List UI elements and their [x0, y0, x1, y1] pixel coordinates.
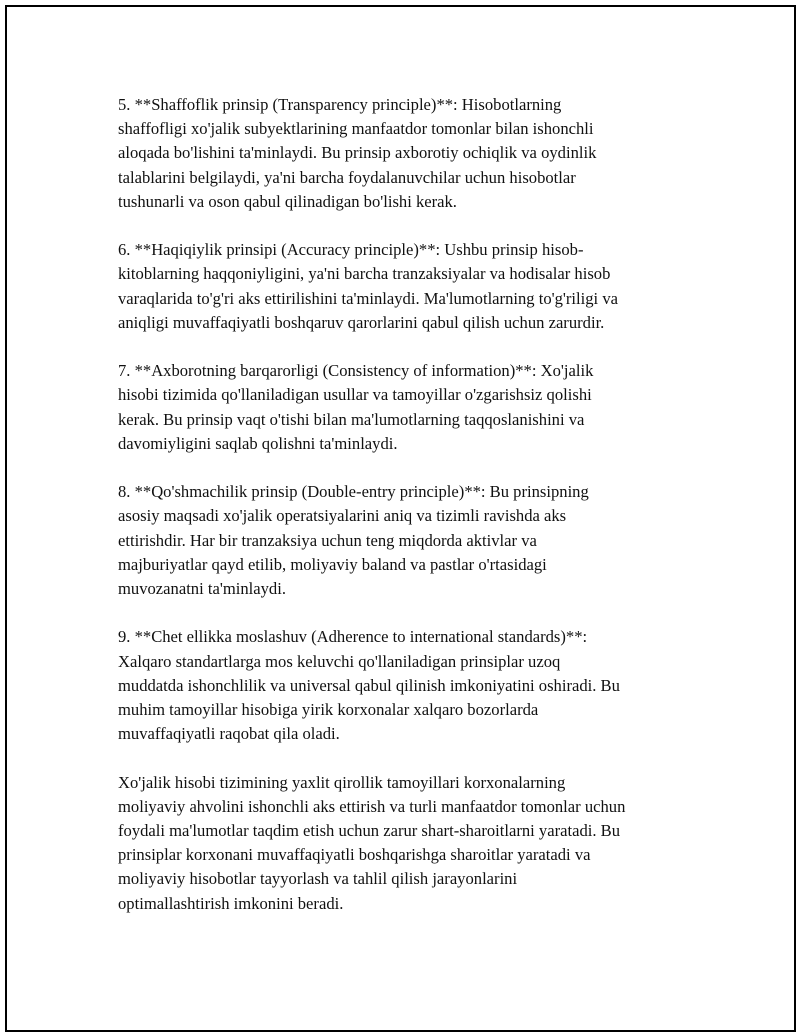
paragraph-double-entry-principle: 8. **Qo'shmachilik prinsip (Double-entry principle)**: Bu prinsipning asosiy maqsadi xo'jalik operatsiyalarini aniq va tizimli ravishda aks ettirishdir. Har bir tranzaksiya uchun teng miqdorda aktivlar va majburiyatlar qayd etilib, moliyaviy baland va pastlar o'rtasidagi muvozanatni ta'minlaydi.	[118, 482, 589, 599]
paragraph-international-standards: 9. **Chet ellikka moslashuv (Adherence to international standards)**: Xalqaro standartlarga mos keluvchi qo'llaniladigan prinsiplar uzoq muddatda ishonchlilik va universal qabul qilinish imkoniyatini oshiradi. Bu muhim tamoyillar hisobiga yirik korxonalar xalqaro bozorlarda muvaffaqiyatli raqobat qila oladi.	[118, 627, 620, 744]
paragraph-accuracy-principle: 6. **Haqiqiylik prinsipi (Accuracy principle)**: Ushbu prinsip hisob- kitoblarning haqqoniyligini, ya'ni barcha tranzaksiyalar va hodisalar hisob varaqlarida to'g'ri aks ettirilishini ta'minlaydi. Ma'lumotlarning to'g'riligi va aniqligi muvaffaqiyatli boshqaruv qarorlarini qabul qilish uchun zarurdir.	[118, 240, 618, 332]
paragraph-conclusion: Xo'jalik hisobi tizimining yaxlit qirollik tamoyillari korxonalarning moliyaviy ahvolini ishonchli aks ettirish va turli manfaatdor tomonlar uchun foydali ma'lumotlar taqdim etish uchun zarur shart-sharoitlarni yaratadi. Bu prinsiplar korxonani muvaffaqiyatli boshqarishga sharoitlar yaratadi va moliyaviy hisobotlar tayyorlash va tahlil qilish jarayonlarini optimallashtirish imkonini beradi.	[118, 772, 626, 913]
paragraph-transparency-principle: 5. **Shaffoflik prinsip (Transparency principle)**: Hisobotlarning shaffofligi xo'jalik subyektlarining manfaatdor tomonlar bilan ishonchli aloqada bo'lishini ta'minlaydi. Bu prinsip axborotiy ochiqlik va oydinlik talablarini belgilaydi, ya'ni barcha foydalanuvchilar uchun hisobotlar tushunarli va oson qabul qilinadigan bo'lishi kerak.	[118, 95, 597, 211]
paragraph-consistency-principle: 7. **Axborotning barqarorligi (Consistency of information)**: Xo'jalik hisobi tizimida qo'llaniladigan usullar va tamoyillar o'zgarishsiz qolishi kerak. Bu prinsip vaqt o'tishi bilan ma'lumotlarning taqqoslanishini va davomiyligini saqlab qolishni ta'minlaydi.	[118, 361, 594, 453]
document-body	[118, 93, 703, 940]
